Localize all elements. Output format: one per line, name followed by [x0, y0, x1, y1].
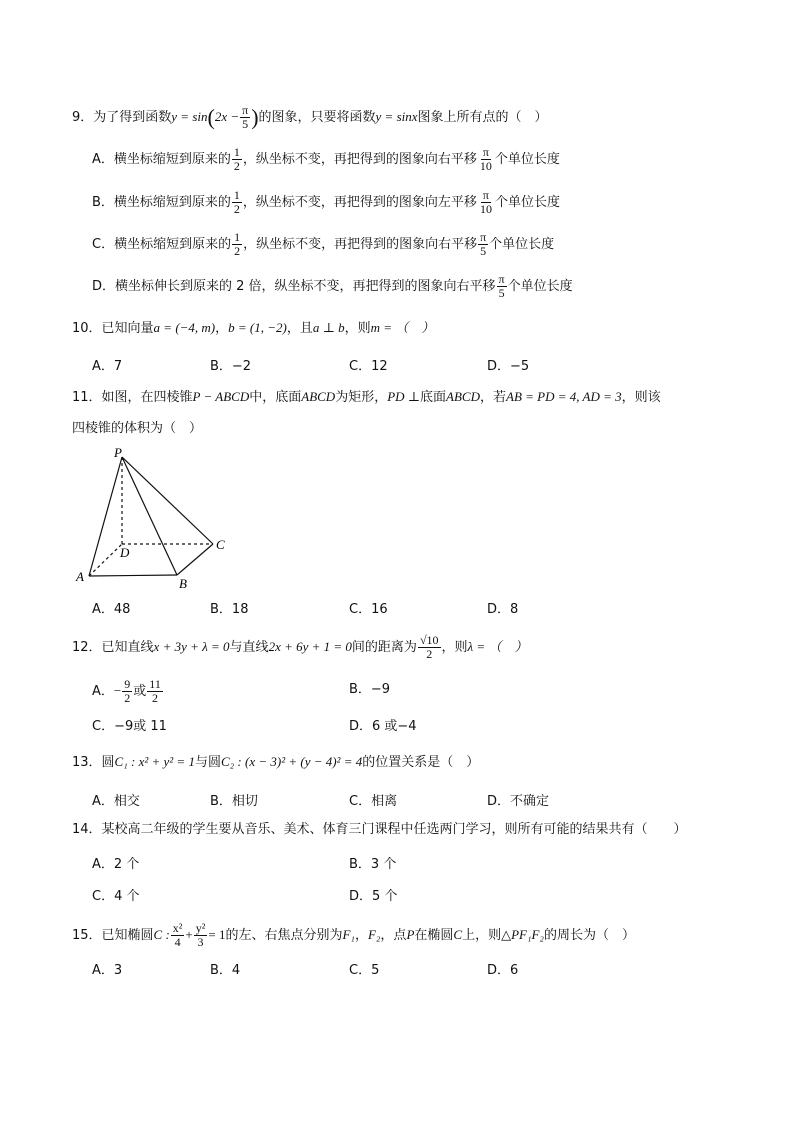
- q14-option-c: C．4 个: [92, 889, 140, 904]
- q11-option-c: C．16: [349, 602, 388, 617]
- q15-option-d: D．6: [487, 963, 519, 978]
- q9-lparen: (: [207, 104, 215, 130]
- q14-stem: 14．某校高二年级的学生要从音乐、美术、体育三门课程中任选两门学习，则所有可能的结果共有（ ）: [72, 822, 687, 837]
- edge-pa: [89, 457, 122, 576]
- q15-option-b: B．4: [210, 963, 241, 978]
- q10-vector-a: a = (−4, m): [153, 320, 216, 335]
- q10-option-d: D．−5: [487, 359, 530, 374]
- q11-stem: 11．如图，在四棱锥P − ABCD中，底面ABCD为矩形，PD ⊥底面ABCD，若AB = PD = 4, AD = 3，则该: [72, 389, 661, 405]
- q11-pyramid-figure: [70, 440, 230, 590]
- q14-option-d: D．5 个: [349, 889, 398, 904]
- q9-option-a: A．横坐标缩短到原来的 $\frac{1}{2}$ ，纵坐标不变，再把得到的图象向右平移 $\frac{\pi}{10}$ 个单位长度: [92, 145, 560, 173]
- q11-option-d: D．8: [487, 602, 519, 617]
- label-d: D: [120, 545, 130, 560]
- q13-stem: 13．圆C₁ : x² + y² = 1与圆C₂ : (x − 3)² + (y − 4)² = 4的位置关系是（ ）: [72, 754, 480, 770]
- q10-vector-b: b = (1, −2): [228, 320, 287, 335]
- label-c: C: [216, 537, 225, 552]
- edge-pb: [122, 457, 177, 575]
- q12-distance: $\frac{√10}{2}$: [419, 633, 439, 661]
- q11-stem-line2: 四棱锥的体积为（ ）: [72, 421, 203, 436]
- q10-stem: 10．已知向量a = (−4, m)，b = (1, −2)，且a ⊥ b，则m = （ ）: [72, 320, 435, 336]
- q9-mid: 的图象，只要将函数: [258, 110, 376, 125]
- q12-option-a: A．− $\frac{9}{2}$ 或 $\frac{11}{2}$: [92, 677, 161, 705]
- q12-option-c: C．−9或 11: [92, 719, 167, 734]
- q13-option-d: D．不确定: [487, 794, 550, 809]
- q12-option-d: D．6 或−4: [349, 719, 417, 734]
- edge-bc: [177, 544, 213, 575]
- edge-pc: [122, 457, 213, 544]
- q9-frac: $\frac{\pi}{5}$: [242, 103, 249, 131]
- q9-rparen: ): [251, 104, 259, 130]
- q10-option-b: B．−2: [210, 359, 252, 374]
- edge-ab: [89, 575, 177, 576]
- q10-option-a: A．7: [92, 359, 123, 374]
- q9-option-d: D．横坐标伸长到原来的 2 倍，纵坐标不变，再把得到的图象向右平移 $\frac{\pi}{5}$ 个单位长度: [92, 272, 573, 300]
- label-p: P: [114, 445, 122, 460]
- q9-tail: 图象上所有点的（ ）: [417, 110, 548, 125]
- q14-option-a: A．2 个: [92, 857, 140, 872]
- q14-option-b: B．3 个: [349, 857, 397, 872]
- label-b: B: [179, 576, 187, 590]
- q9-option-b: B．横坐标缩短到原来的 $\frac{1}{2}$ ，纵坐标不变，再把得到的图象向左平移 $\frac{\pi}{10}$ 个单位长度: [92, 188, 560, 216]
- label-a: A: [76, 569, 84, 584]
- q9-func: y = sin: [171, 109, 208, 124]
- q12-stem: 12．已知直线x + 3y + λ = 0与直线2x + 6y + 1 = 0间的距离为 $\frac{√10}{2}$ ，则λ = （ ）: [72, 633, 528, 661]
- q15-stem: 15．已知椭圆C : $\frac{\text{x²}}{4}$ + $\frac{\text{y²}}{3}$ = 1的左、右焦点分别为F₁，F₂，点P在椭圆C上，则△PF₁F₂的周长为（ ）: [72, 921, 635, 949]
- q10-ask: m = （ ）: [370, 320, 435, 335]
- q13-option-b: B．相切: [210, 794, 258, 809]
- q9-func2: y = sinx: [375, 109, 418, 124]
- q9-inner: 2x −: [214, 109, 240, 124]
- q9-option-c: C．横坐标缩短到原来的 $\frac{1}{2}$ ，纵坐标不变，再把得到的图象向右平移 $\frac{\pi}{5}$ 个单位长度: [92, 230, 555, 258]
- q10-option-c: C．12: [349, 359, 388, 374]
- q13-option-c: C．相离: [349, 794, 398, 809]
- q12-option-b: B．−9: [349, 682, 391, 697]
- q15-option-a: A．3: [92, 963, 123, 978]
- q9-lead: 9．为了得到函数: [72, 110, 172, 125]
- q10-perp: a ⊥ b: [312, 320, 345, 335]
- q11-option-b: B．18: [210, 602, 249, 617]
- q15-option-c: C．5: [349, 963, 380, 978]
- q13-option-a: A．相交: [92, 794, 140, 809]
- q9-stem: [72, 104, 548, 131]
- q11-option-a: A．48: [92, 602, 131, 617]
